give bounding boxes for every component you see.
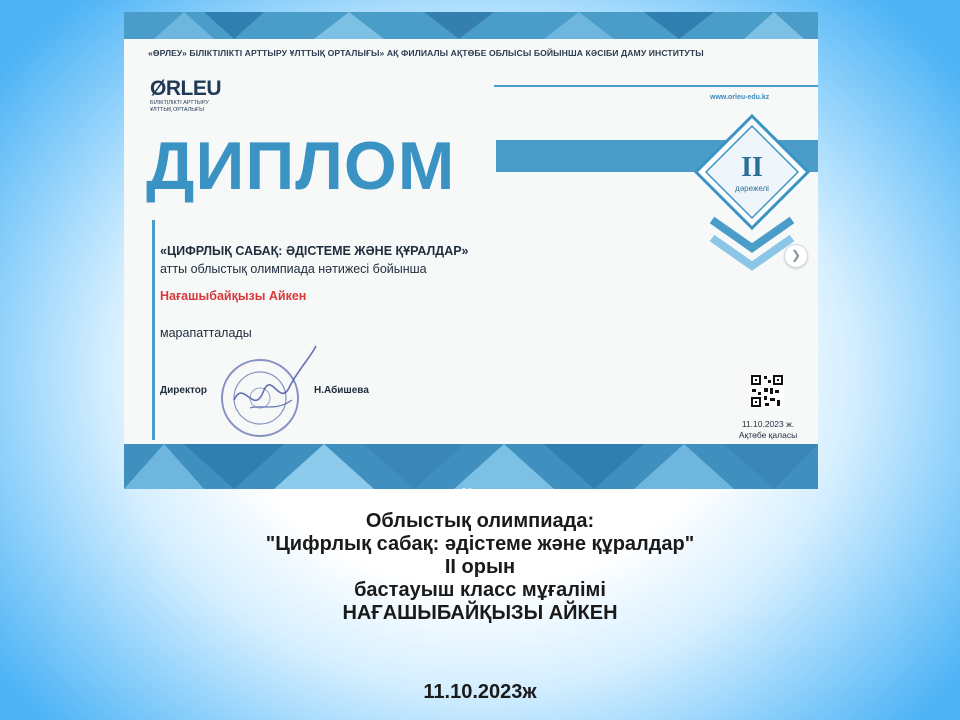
- divider-line: [494, 85, 764, 87]
- recipient-name: Нағашыбайқызы Айкен: [160, 289, 307, 303]
- carousel-next-button[interactable]: [784, 244, 808, 268]
- institute-name: «ӨРЛЕУ» БІЛІКТІЛІКТІ АРТТЫРУ ҰЛТТЫҚ ОРТАЛЫҒЫ» АҚ ФИЛИАЛЫ АҚТӨБЕ ОБЛЫСЫ БОЙЫНША КӘСІБИ ДАМУ ИНСТИТУТЫ: [148, 48, 704, 58]
- diploma-title: ДИПЛОМ: [146, 128, 456, 204]
- awarded-text: марапатталады: [160, 326, 252, 340]
- director-label: Директор: [160, 385, 207, 396]
- accent-line: [152, 220, 155, 440]
- slide-caption: [0, 510, 960, 625]
- olympiad-subtitle: атты облыстық олимпиада нәтижесі бойынша: [160, 262, 427, 276]
- website-label: www.orleu-edu.kz: [710, 94, 770, 101]
- orleu-logo: [150, 78, 221, 113]
- olympiad-title: «ЦИФРЛЫҚ САБАҚ: ӘДІСТЕМЕ ЖӘНЕ ҚҰРАЛДАР»: [160, 244, 469, 258]
- carousel-dot[interactable]: [468, 488, 472, 489]
- divider-line: [764, 85, 818, 87]
- chevron-right-icon: ❯: [790, 248, 802, 262]
- caption-line-olympiad: Облыстық олимпиада:: [365, 510, 595, 532]
- caption-line-name: НАҒАШЫБАЙҚЫЗЫ АЙКЕН: [342, 602, 618, 624]
- official-stamp-icon: [220, 338, 320, 448]
- qr-code-icon: [750, 374, 784, 408]
- caption-line-place: ІІ орын: [444, 556, 516, 578]
- diploma-city: Ақтөбе қаласы: [738, 430, 798, 440]
- diploma-date: 11.10.2023 ж.: [741, 419, 795, 429]
- logo-name: ØRLEU: [150, 77, 221, 100]
- top-decorative-band: [124, 12, 818, 39]
- diploma-image[interactable]: [124, 12, 818, 489]
- logo-subtitle: БІЛІКТІЛІКТІ АРТТЫРУ ҰЛТТЫҚ ОРТАЛЫҒЫ: [150, 100, 209, 113]
- carousel-indicators: [462, 479, 474, 489]
- caption-line-title: "Цифрлық сабақ: әдістеме және құралдар": [265, 533, 695, 555]
- director-name: Н.Абишева: [314, 385, 369, 396]
- carousel-dot[interactable]: [462, 488, 466, 489]
- caption-line-position: бастауыш класс мұғалімі: [354, 579, 606, 601]
- degree-label: дәрежелі: [735, 184, 769, 193]
- degree-number: II: [741, 152, 763, 183]
- caption-date: 11.10.2023ж: [423, 681, 537, 703]
